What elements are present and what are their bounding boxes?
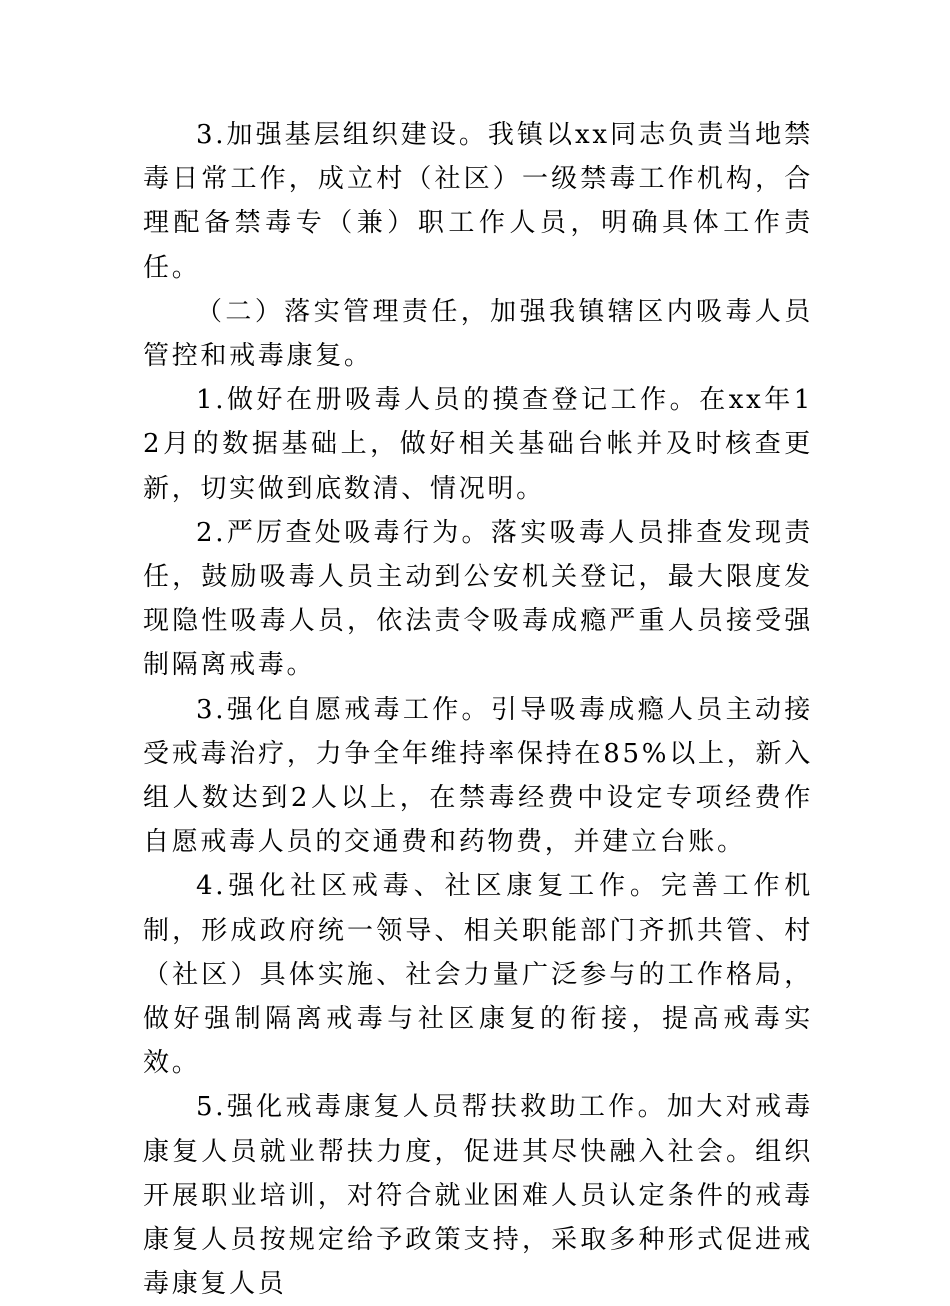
- paragraph-community-rehab: 4.强化社区戒毒、社区康复工作。完善工作机制，形成政府统一领导、相关职能部门齐抓共管、村（社区）具体实施、社会力量广泛参与的工作格局，做好强制隔离戒毒与社区康复的衔接，提高戒毒实效。: [143, 871, 813, 1079]
- paragraph-assistance-support: 5.强化戒毒康复人员帮扶救助工作。加大对戒毒康复人员就业帮扶力度，促进其尽快融入社会。组织开展职业培训，对符合就业困难人员认定条件的戒毒康复人员按规定给予政策支持，采取多种形式促进戒毒康复人员: [143, 1092, 813, 1300]
- paragraph-grassroots-organization: 3.加强基层组织建设。我镇以xx同志负责当地禁毒日常工作，成立村（社区）一级禁毒工作机构，合理配备禁毒专（兼）职工作人员，明确具体工作责任。: [143, 120, 813, 283]
- paragraph-registration-check: 1.做好在册吸毒人员的摸查登记工作。在xx年12月的数据基础上，做好相关基础台帐并及时核查更新，切实做到底数清、情况明。: [143, 385, 813, 504]
- paragraph-voluntary-rehab: 3.强化自愿戒毒工作。引导吸毒成瘾人员主动接受戒毒治疗，力争全年维持率保持在85%以上，新入组人数达到2人以上，在禁毒经费中设定专项经费作自愿戒毒人员的交通费和药物费，并建立台账。: [143, 694, 813, 858]
- paragraph-section-two-heading: （二）落实管理责任，加强我镇辖区内吸毒人员管控和戒毒康复。: [143, 296, 813, 372]
- paragraph-investigate-drug-use: 2.严厉查处吸毒行为。落实吸毒人员排查发现责任，鼓励吸毒人员主动到公安机关登记，最大限度发现隐性吸毒人员，依法责令吸毒成瘾严重人员接受强制隔离戒毒。: [143, 517, 813, 681]
- document-body: [143, 113, 813, 1306]
